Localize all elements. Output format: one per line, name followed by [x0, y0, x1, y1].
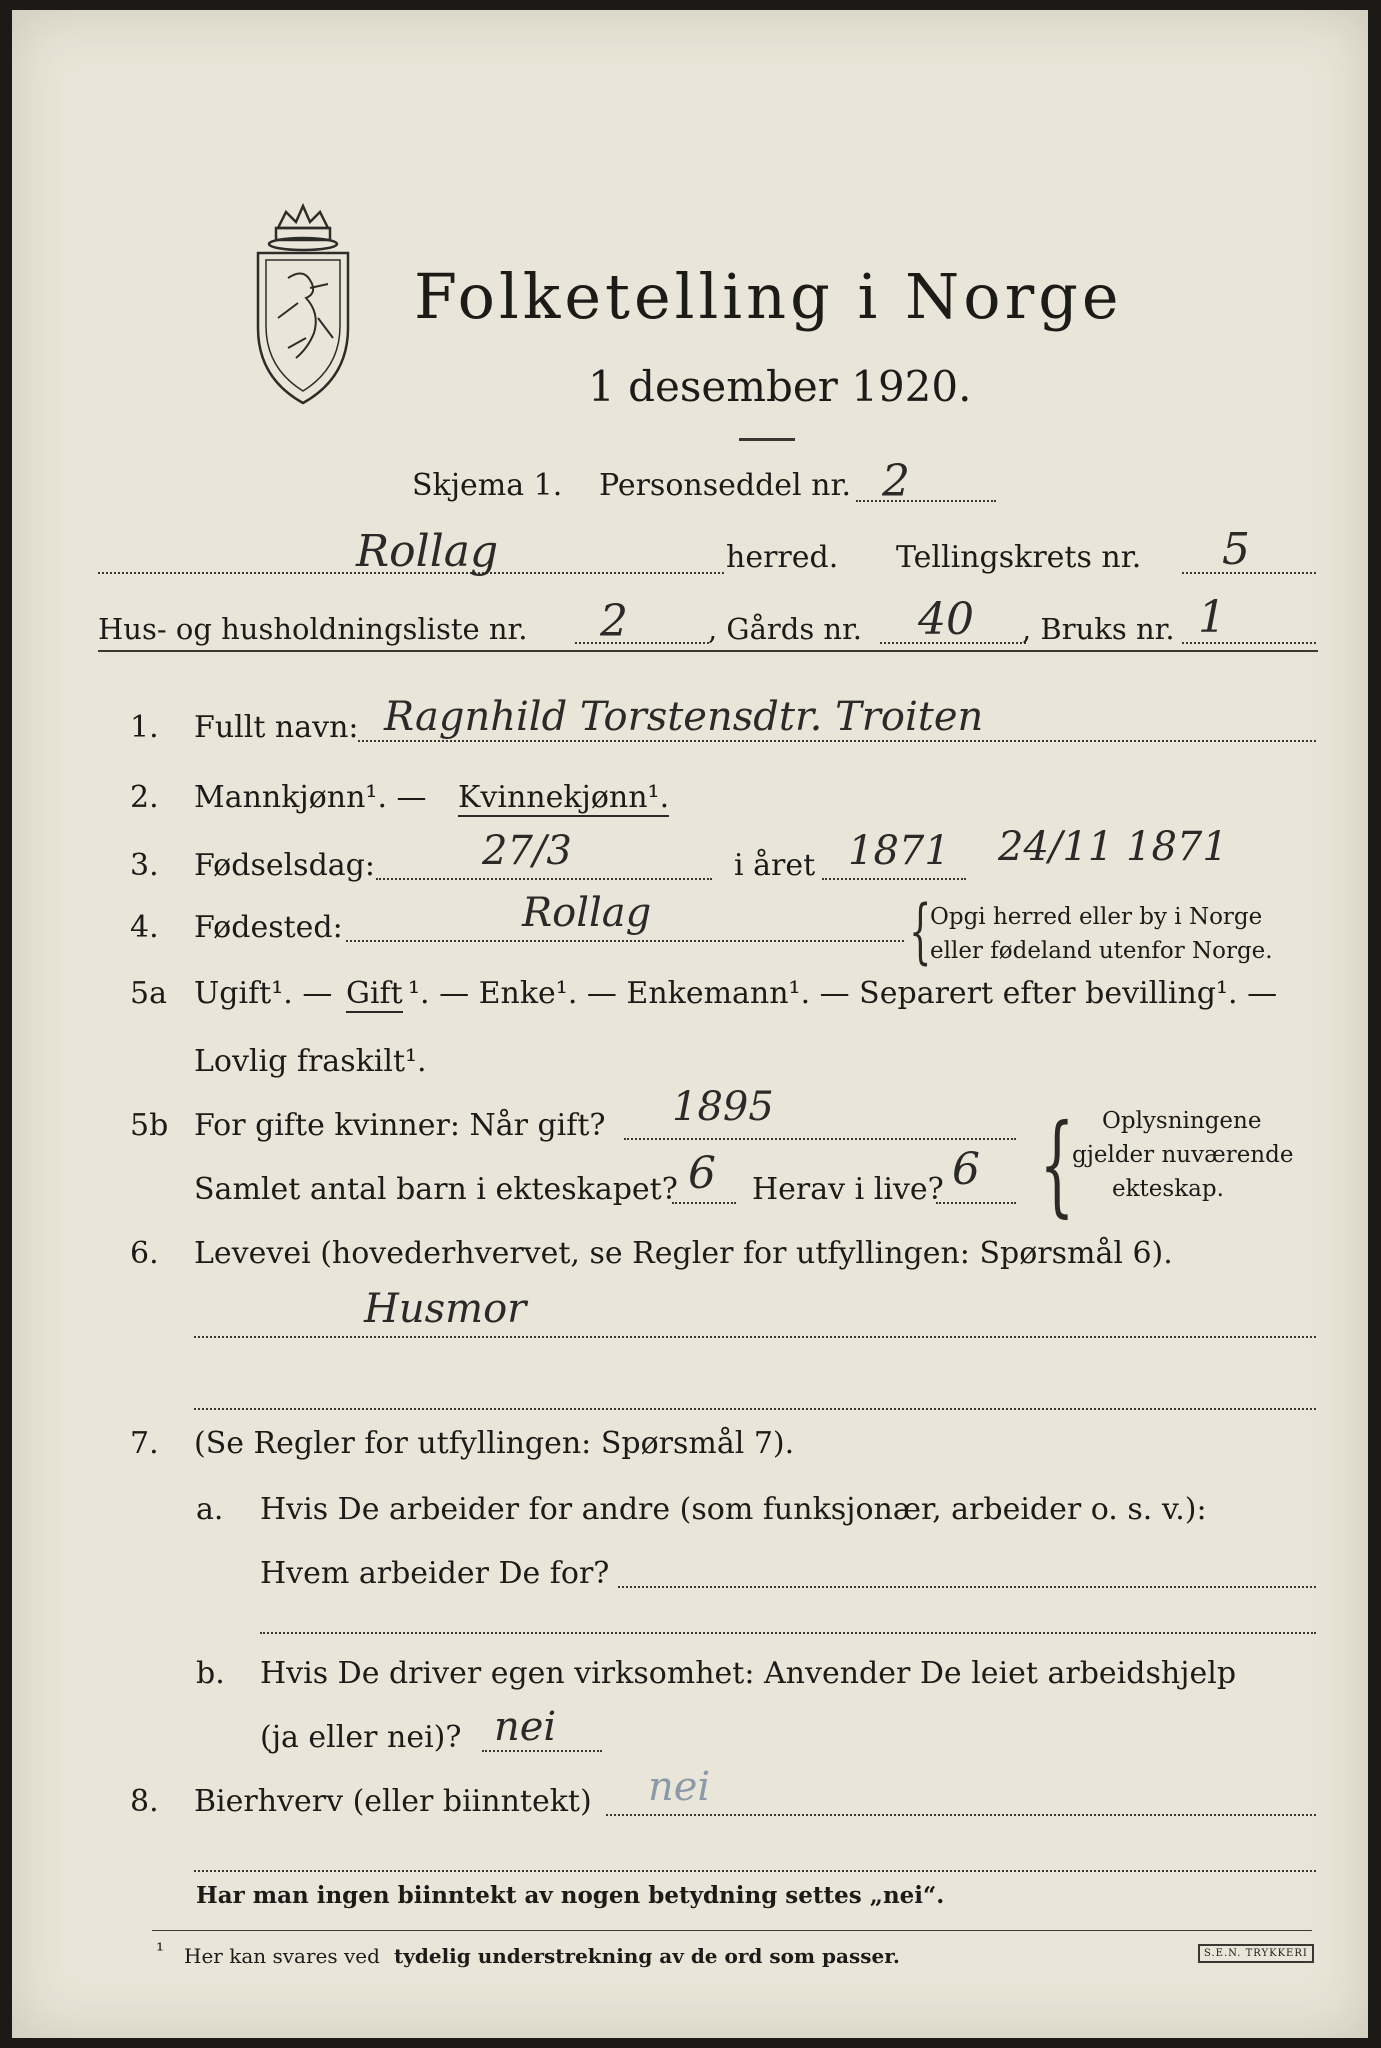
q5b-live-line: [936, 1202, 1016, 1204]
census-date: 1 desember 1920.: [588, 362, 972, 411]
census-form-page: [12, 10, 1368, 2038]
q7a-label2: Hvem arbeider De for?: [260, 1556, 610, 1591]
q1-name-value: Ragnhild Torstensdtr. Troiten: [384, 694, 984, 740]
page-title: Folketelling i Norge: [414, 260, 1123, 333]
q3-extra-value: 24/11 1871: [998, 824, 1228, 870]
q3-label: Fødselsdag:: [194, 848, 375, 883]
herred-label: herred.: [726, 540, 839, 575]
q3-day-value: 27/3: [482, 828, 572, 874]
tellingskrets-value: 5: [1222, 524, 1250, 575]
q5b-number: 5b: [130, 1108, 169, 1143]
q7a-number: a.: [196, 1492, 224, 1527]
personseddel-value: 2: [882, 456, 910, 507]
q4-brace: {: [909, 890, 932, 972]
q5b-brace: {: [1039, 1100, 1075, 1228]
biinntekt-note: Har man ingen biinntekt av nogen betydning settes „nei“.: [196, 1882, 945, 1909]
skjema-label: Skjema 1.: [412, 468, 563, 503]
q5a-other-options: ¹. — Enke¹. — Enkemann¹. — Separert efter bevilling¹. —: [408, 976, 1278, 1011]
norwegian-coat-of-arms-icon: [248, 198, 358, 408]
q3-year-value: 1871: [848, 828, 950, 874]
q7a-label: Hvis De arbeider for andre (som funksjonær, arbeider o. s. v.):: [260, 1492, 1207, 1527]
header-rule: [98, 650, 1318, 652]
q5a-fraskilt-option: Lovlig fraskilt¹.: [194, 1044, 427, 1079]
q4-line: [346, 940, 904, 942]
hus-label: Hus- og husholdningsliste nr.: [98, 612, 528, 646]
q7b-value: nei: [494, 1704, 557, 1750]
q5b-live-value: 6: [952, 1144, 980, 1195]
q1-line: [358, 740, 1316, 742]
q2-male-option: Mannkjønn¹. —: [194, 780, 427, 815]
q8-value: nei: [648, 1764, 711, 1810]
q6-label: Levevei (hovederhvervet, se Regler for utfyllingen: Spørsmål 6).: [194, 1236, 1173, 1271]
q4-number: 4.: [130, 910, 159, 945]
footnote-bold-text: tydelig understrekning av de ord som passer.: [394, 1944, 900, 1968]
q7b-number: b.: [196, 1656, 225, 1691]
q1-number: 1.: [130, 710, 159, 745]
q8-line1: [606, 1814, 1316, 1816]
q6-number: 6.: [130, 1236, 159, 1271]
q8-line2: [194, 1870, 1316, 1872]
q7-number: 7.: [130, 1426, 159, 1461]
q5b-gift-value: 1895: [672, 1084, 774, 1130]
footer-rule: [152, 1930, 1312, 1931]
q3-year-line: [822, 878, 966, 880]
printer-stamp: S.E.N. TRYKKERI: [1198, 1944, 1314, 1963]
q6-line2: [194, 1408, 1316, 1410]
q4-note-line1: Opgi herred eller by i Norge: [930, 904, 1263, 930]
q1-label: Fullt navn:: [194, 710, 359, 745]
hus-value: 2: [600, 596, 628, 647]
q5b-note-line3: ekteskap.: [1112, 1176, 1224, 1202]
bruks-label: , Bruks nr.: [1022, 612, 1175, 646]
q2-number: 2.: [130, 780, 159, 815]
q5b-barn-line: [672, 1202, 736, 1204]
gards-label: , Gårds nr.: [708, 612, 862, 646]
q5b-gift-line: [624, 1138, 1016, 1140]
personseddel-line: [856, 500, 996, 502]
q4-note-line2: eller fødeland utenfor Norge.: [930, 938, 1273, 964]
q7b-line: [482, 1750, 602, 1752]
q6-occupation-value: Husmor: [364, 1286, 527, 1332]
q7b-label: Hvis De driver egen virksomhet: Anvender De leiet arbeidshjelp: [260, 1656, 1237, 1691]
bruks-value: 1: [1198, 592, 1226, 643]
q6-line1: [194, 1336, 1316, 1338]
q4-birthplace-value: Rollag: [522, 890, 652, 936]
q5a-number: 5a: [130, 976, 167, 1011]
q7b-label2: (ja eller nei)?: [260, 1720, 462, 1755]
q5b-live-label: Herav i live?: [752, 1172, 944, 1207]
hus-line: [575, 642, 709, 644]
gards-value: 40: [918, 594, 974, 645]
personseddel-label: Personseddel nr.: [599, 468, 852, 503]
q5b-note-line2: gjelder nuværende: [1072, 1142, 1294, 1168]
title-divider: [739, 438, 795, 441]
tellingskrets-label: Tellingskrets nr.: [896, 540, 1142, 575]
q2-female-option: Kvinnekjønn¹.: [458, 780, 670, 815]
q8-number: 8.: [130, 1784, 159, 1819]
q5a-gift-option: Gift: [346, 976, 403, 1011]
q5b-barn-value: 6: [688, 1148, 716, 1199]
q3-year-label: i året: [734, 848, 816, 883]
footnote-text: Her kan svares ved: [184, 1944, 380, 1968]
q7a-line2: [260, 1632, 1316, 1634]
q5b-barn-label: Samlet antal barn i ekteskapet?: [194, 1172, 678, 1207]
herred-value: Rollag: [356, 526, 499, 577]
q7a-line1: [618, 1586, 1316, 1588]
q5b-gift-label: For gifte kvinner: Når gift?: [194, 1108, 606, 1143]
q4-label: Fødested:: [194, 910, 343, 945]
q3-day-line: [376, 878, 712, 880]
q5b-note-line1: Oplysningene: [1102, 1108, 1262, 1134]
q7-label: (Se Regler for utfyllingen: Spørsmål 7).: [194, 1426, 795, 1461]
q8-label: Bierhverv (eller biinntekt): [194, 1784, 592, 1819]
footnote-mark: ¹: [156, 1938, 165, 1962]
q3-number: 3.: [130, 848, 159, 883]
q5a-ugift-option: Ugift¹. —: [194, 976, 333, 1011]
